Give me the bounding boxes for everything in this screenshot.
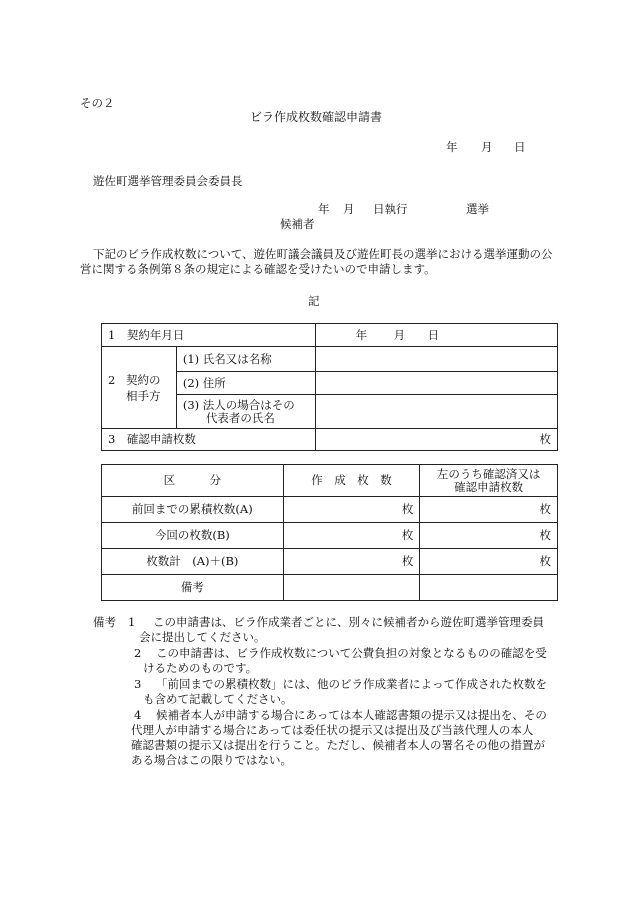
table-row-unit: 枚	[283, 497, 420, 523]
document-number: その２	[80, 96, 115, 110]
count-table	[101, 464, 558, 601]
note-4-line3: 確認書類の提示又は提出を行うこと。ただし、候補者本人の署名その他の措置が	[131, 738, 545, 752]
name-value-cell	[315, 347, 557, 372]
note-4-line1: 候補者本人が申請する場合にあっては本人確認書類の提示又は提出を、その	[156, 708, 547, 722]
election-year-label: 年	[318, 202, 330, 216]
election-month-label: 月	[343, 202, 355, 216]
note-2-line2: けるためのものです。	[143, 661, 258, 675]
paragraph-line2: 営に関する条例第８条の規定による確認を受けたいので申請します。	[80, 262, 436, 276]
note-4-number: 4	[134, 708, 142, 722]
table-row-unit: 枚	[283, 523, 420, 549]
header-confirmed-count: 左のうち確認済又は 確認申請枚数	[420, 465, 558, 497]
contract-date-label-cell: 1 契約年月日	[102, 324, 316, 347]
name-label-cell: (1) 氏名又は名称	[176, 347, 315, 372]
requested-count-label-cell: 3 確認申請枚数	[102, 429, 316, 451]
table-row-label: 今回の枚数(B)	[102, 523, 284, 549]
address-label-cell: (2) 住所	[176, 372, 315, 395]
paragraph-line1: 下記のビラ作成枚数について、遊佐町議会議員及び遊佐町長の選挙における選挙運動の公	[93, 247, 553, 261]
address-value-cell	[315, 372, 557, 395]
page-title: ビラ作成枚数確認申請書	[250, 110, 383, 124]
table-row-unit: 枚	[283, 549, 420, 575]
table-row-unit	[420, 575, 558, 601]
note-2-number: 2	[134, 646, 142, 660]
note-3-line2: も含めて記載してください。	[143, 692, 293, 706]
counterparty-label-cell: 2 契約の 相手方	[102, 347, 177, 429]
note-1-line1: この申請書は、ビラ作成業者ごとに、別々に候補者から遊佐町選挙管理委員	[153, 615, 544, 629]
contract-table	[101, 323, 558, 451]
note-2-line1: この申請書は、ビラ作成枚数について公費負担の対象となるものの確認を受	[156, 646, 547, 660]
representative-value-cell	[315, 395, 557, 429]
table-row-unit	[283, 575, 420, 601]
note-4-line4: ある場合はこの限りではない。	[131, 753, 292, 767]
note-1-line2: 会に提出してください。	[139, 630, 266, 644]
table-row-label: 枚数計 (A)＋(B)	[102, 549, 284, 575]
date-day-label: 日	[514, 140, 526, 154]
table-row-unit: 枚	[420, 523, 558, 549]
contract-date-value-cell: 年 月 日	[315, 324, 557, 347]
election-label: 選挙	[466, 202, 489, 216]
note-3-number: 3	[134, 677, 142, 691]
table-row-unit: 枚	[420, 497, 558, 523]
note-3-line1: 「前回までの累積枚数」には、他のビラ作成業者によって作成された枚数を	[156, 677, 547, 691]
ki-label: 記	[308, 294, 320, 308]
header-category: 区 分	[102, 465, 284, 497]
note-1-number: 1	[128, 615, 136, 629]
table-row-label: 前回までの累積枚数(A)	[102, 497, 284, 523]
addressee: 遊佐町選挙管理委員会委員長	[93, 174, 243, 188]
header-created-count: 作 成 枚 数	[283, 465, 420, 497]
note-4-line2: 代理人が申請する場合にあっては委任状の提示又は提出及び当該代理人の本人	[131, 723, 534, 737]
requested-count-value-cell: 枚	[315, 429, 557, 451]
table-row-label: 備考	[102, 575, 284, 601]
notes-heading: 備考	[93, 615, 116, 629]
table-row-unit: 枚	[420, 549, 558, 575]
representative-label-cell: (3) 法人の場合はその 代表者の氏名	[176, 395, 315, 429]
date-month-label: 月	[481, 140, 493, 154]
election-day-label: 日執行	[373, 202, 408, 216]
date-year-label: 年	[446, 140, 458, 154]
candidate-label: 候補者	[280, 217, 315, 231]
